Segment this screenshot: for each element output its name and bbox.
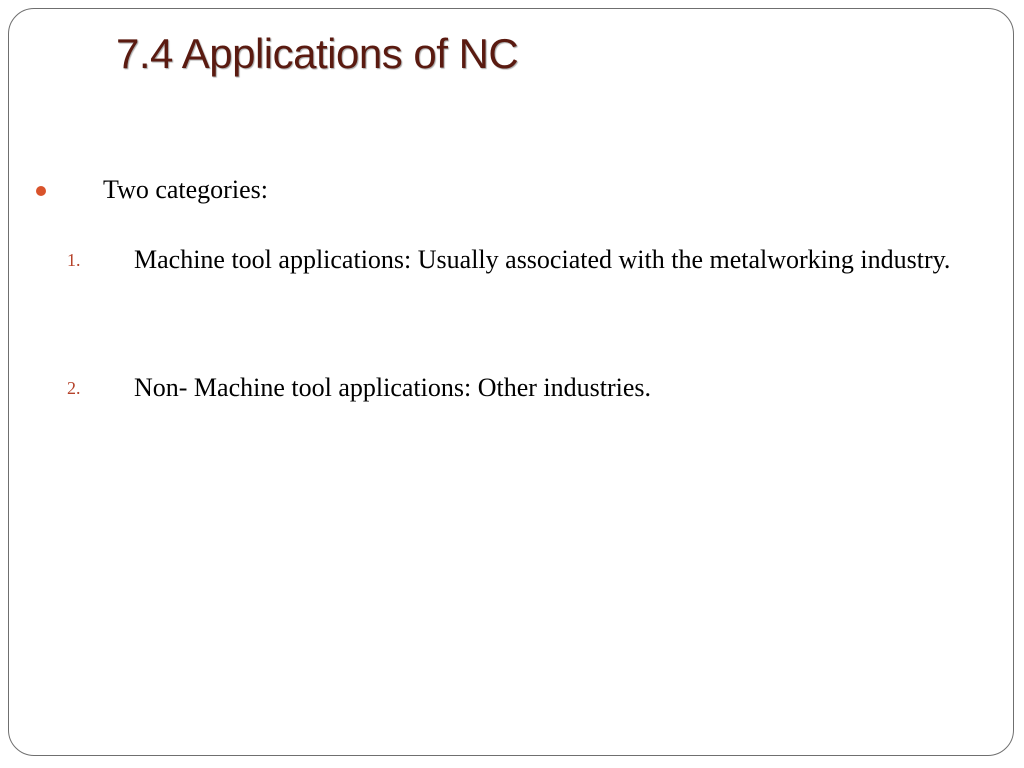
bullet-dot-icon bbox=[36, 186, 46, 196]
bullet-text: Two categories: bbox=[103, 175, 268, 204]
slide-title: 7.4 Applications of NC bbox=[116, 30, 519, 77]
list-number-2: 2. bbox=[67, 378, 81, 398]
list-item-1-text: Machine tool applications: Usually associated with the metalworking industry. bbox=[134, 245, 951, 274]
list-item-2-text: Non- Machine tool applications: Other industries. bbox=[134, 373, 652, 402]
list-number-1: 1. bbox=[67, 250, 81, 270]
